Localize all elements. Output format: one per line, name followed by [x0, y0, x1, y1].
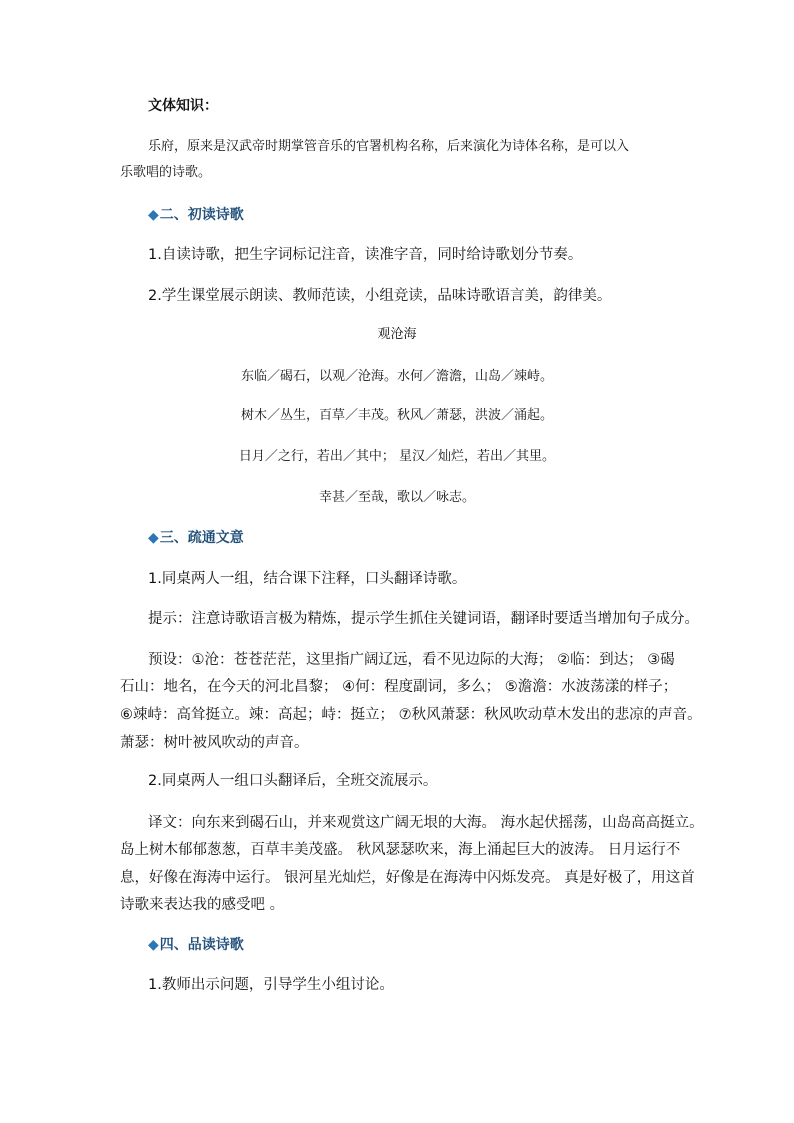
- genre-heading: 文体知识：: [148, 98, 218, 114]
- translation-line: 译文：向东来到碣石山，并来观赏这广阔无垠的大海。 海水起伏摇荡，山岛高高挺立。: [148, 815, 704, 831]
- poem-line: 幸甚／至哉，歌以／咏志。: [318, 490, 475, 505]
- section-title: 三、疏通文意: [159, 530, 244, 546]
- poem-line: 东临／碣石，以观／沧海。水何／澹澹，山岛／竦峙。: [240, 369, 553, 384]
- paragraph: 2.学生课堂展示朗读、教师范读，小组竞读，品味诗歌语言美，韵律美。: [148, 288, 612, 304]
- section-title: 四、品读诗歌: [159, 937, 244, 953]
- paragraph: 2.同桌两人一组口头翻译后，全班交流展示。: [148, 773, 438, 789]
- diamond-icon: ◆: [148, 937, 159, 953]
- translation-line: 诗歌来表达我的感受吧 。: [120, 897, 285, 913]
- preset-line: 萧瑟：树叶被风吹动的声音。: [120, 735, 309, 751]
- paragraph: 1.教师出示问题，引导学生小组讨论。: [148, 977, 394, 993]
- section-title: 二、初读诗歌: [159, 207, 244, 223]
- diamond-icon: ◆: [148, 530, 159, 546]
- preset-line: 石山：地名，在今天的河北昌黎； ④何：程度副词，多么； ⑤澹澹：水波荡漾的样子；: [120, 679, 678, 695]
- section-heading-2: [148, 205, 244, 225]
- paragraph: 提示：注意诗歌语言极为精炼，提示学生抓住关键词语，翻译时要适当增加句子成分。: [148, 611, 699, 627]
- paragraph: 1.自读诗歌，把生字词标记注音，读准字音，同时给诗歌划分节奏。: [148, 247, 583, 263]
- section-heading-3: [148, 528, 244, 548]
- preset-line: ⑥竦峙：高耸挺立。竦：高起；峙：挺立； ⑦秋风萧瑟：秋风吹动草木发出的悲凉的声音。: [120, 707, 702, 723]
- section-heading-4: [148, 935, 244, 955]
- genre-text-line-1: 乐府，原来是汉武帝时期掌管音乐的官署机构名称，后来演化为诗体名称，是可以入: [148, 139, 630, 154]
- translation-line: 岛上树木郁郁葱葱，百草丰美茂盛。 秋风瑟瑟吹来，海上涌起巨大的波涛。 日月运行不: [120, 842, 681, 858]
- genre-text-line-2: 乐歌唱的诗歌。: [120, 165, 212, 180]
- poem-title: 观沧海: [377, 327, 417, 342]
- poem-line: 树木／丛生，百草／丰茂。秋风／萧瑟，洪波／涌起。: [240, 408, 553, 423]
- translation-line: 息，好像在海涛中运行。 银河星光灿烂，好像是在海涛中闪烁发亮。 真是好极了，用这首: [120, 870, 695, 886]
- paragraph: 1.同桌两人一组，结合课下注释，口头翻译诗歌。: [148, 571, 467, 587]
- poem-line: 日月／之行，若出／其中； 星汉／灿烂，若出／其里。: [238, 449, 556, 464]
- preset-line: 预设：①沧：苍苍茫茫，这里指广阔辽远，看不见边际的大海； ②临：到达； ③碣: [148, 652, 675, 668]
- diamond-icon: ◆: [148, 207, 159, 223]
